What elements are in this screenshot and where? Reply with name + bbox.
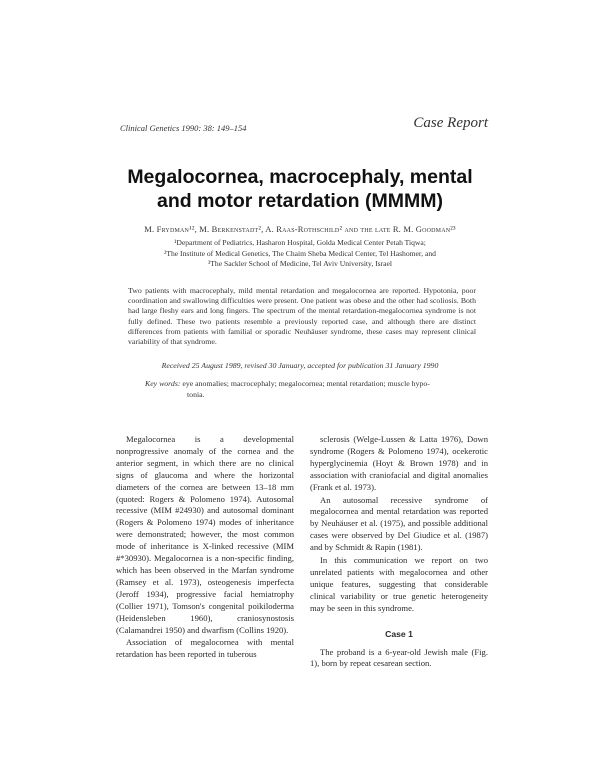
title-line-1: Megalocornea, macrocephaly, mental xyxy=(127,166,473,188)
keywords xyxy=(145,379,475,400)
affiliation-1: ¹Department of Pediatrics, Hasharon Hospital, Golda Medical Center Petah Tiqwa; xyxy=(174,238,426,247)
keywords-line-1: eye anomalies; macrocephaly; megalocornea; mental retardation; muscle hypo- xyxy=(182,379,430,388)
right-column xyxy=(310,434,488,670)
keywords-label: Key words: xyxy=(145,379,181,388)
right-paragraph-3: In this communication we report on two unrelated patients with megalocornea and other unique features, suggesting that considerable clinical variability or true genetic heterogeneity may be seen in this syndrome. xyxy=(310,555,488,613)
keywords-line-2: tonia. xyxy=(187,389,205,399)
received-dates: Received 25 August 1989, revised 30 January, accepted for publication 31 January 1990 xyxy=(161,361,439,370)
authors: M. Frydman¹², M. Berkenstadt², A. Raas-Rothschild² and the late R. M. Goodman²³ xyxy=(144,224,456,234)
title-line-2: and motor retardation (MMMM) xyxy=(157,190,443,212)
journal-citation: Clinical Genetics 1990: 38: 149–154 xyxy=(120,123,247,133)
abstract: Two patients with macrocephaly, mild mental retardation and megalocornea are reported. Hypotonia, poor coordination and swallowing difficulties were present. One patient was obese and the other had scoliosis. Both had large fleshy ears and long fingers. The spectrum of the mental retardation-megalocornea syndrome is not fully defined. These two patients resemble a previously reported case, and although there are distinct differences from patients with familial or sporadic Neuhäuser syndrome, these cases may represent clinical variability of that syndrome. xyxy=(128,286,476,347)
left-paragraph-2: Association of megalocornea with mental retardation has been reported in tuberous xyxy=(116,637,294,660)
article-title xyxy=(0,165,600,213)
affiliation-2: ²The Institute of Medical Genetics, The Chaim Sheba Medical Center, Tel Hashomer, and xyxy=(164,248,436,258)
section-label: Case Report xyxy=(413,115,488,131)
right-paragraph-2: An autosomal recessive syndrome of megalocornea and mental retardation was reported by Neuhäuser et al. (1975), and possible additional cases were observed by Del Giudice et al. (1987) and by Schmidt & Rapin (1981). xyxy=(310,494,488,553)
case-1-paragraph: The proband is a 6-year-old Jewish male (Fig. 1), born by repeat cesarean section. xyxy=(310,646,488,669)
affiliations xyxy=(0,238,600,270)
affiliation-3: ³The Sackler School of Medicine, Tel Aviv University, Israel xyxy=(207,259,393,268)
right-paragraph-1: sclerosis (Welge-Lussen & Latta 1976), Down syndrome (Rogers & Polomeno 1974), ocekerotic hyperglycinemia (Hoyt & Brown 1978) and in association with craniofacial and digital anomalies (Frank et al. 1973). xyxy=(310,434,488,492)
left-column xyxy=(116,434,294,661)
case-1-heading: Case 1 xyxy=(385,628,413,639)
left-paragraph-1: Megalocornea is a developmental nonprogressive anomaly of the cornea and the anterior segment, in which there are no clinical signs of glaucoma and where the horizontal diameters of the cornea are between 13–18 mm (quoted: Rogers & Polomeno 1974). Autosomal recessive (MIM #24930) and autosomal dominant (Rogers & Polomeno 1974) modes of inheritance were demonstrated; however, the most common mode of inheritance is X-linked recessive (MIM #*30930). Megalocornea is a non-specific finding, which has been observed in the Marfan syndrome (Ramsey et al. 1973), osteogenesis imperfecta (Jeroff 1934), progressive facial hemiatrophy (Collier 1971), Tomson's congenital poikiloderma (Heidensleben 1960), craniosynostosis (Calamandrei 1950) and dwarfism (Collins 1920). xyxy=(116,434,294,635)
